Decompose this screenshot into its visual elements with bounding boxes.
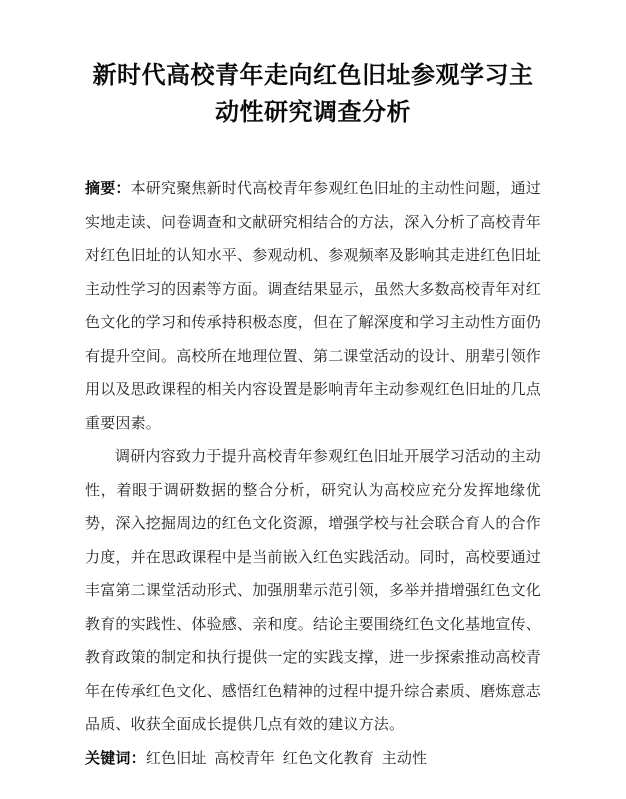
- document-title: 新时代高校青年走向红色旧址参观学习主动性研究调查分析: [92, 60, 534, 126]
- keywords-line: [85, 742, 541, 776]
- keywords-text: 红色旧址 高校青年 红色文化教育 主动性: [145, 748, 428, 767]
- abstract-label: 摘要：: [85, 179, 131, 197]
- abstract-paragraph-text: 本研究聚焦新时代高校青年参观红色旧址的主动性问题，通过实地走读、问卷调查和文献研究相结合的方法，深入分析了高校青年对红色旧址的认知水平、参观动机、参观频率及影响其走进红色旧址主动性学习的因素等方面。调查结果显示，虽然大多数高校青年对红色文化的学习和传承持积极态度，但在了解深度和学习主动性方面仍有提升空间。高校所在地理位置、第二课堂活动的设计、朋辈引领作用以及思政课程的相关内容设置是影响青年主动参观红色旧址的几点重要因素。: [85, 179, 542, 432]
- document-body: [85, 172, 541, 775]
- keywords-label: 关键词：: [85, 748, 146, 767]
- abstract-paragraph: [85, 172, 541, 440]
- findings-paragraph-text: 调研内容致力于提升高校青年参观红色旧址开展学习活动的主动性，着眼于调研数据的整合分析，研究认为高校应充分发挥地缘优势，深入挖掘周边的红色文化资源，增强学校与社会联合育人的合作力度，并在思政课程中是当前嵌入红色实践活动。同时，高校要通过丰富第二课堂活动形式、加强朋辈示范引领，多举并措增强红色文化教育的实践性、体验感、亲和度。结论主要围绕红色文化基地宣传、教育政策的制定和执行提供一定的实践支撑，进一步探索推动高校青年在传承红色文化、感悟红色精神的过程中提升综合素质、磨炼意志品质、收获全面成长提供几点有效的建议方法。: [85, 447, 542, 733]
- findings-paragraph: [85, 440, 541, 742]
